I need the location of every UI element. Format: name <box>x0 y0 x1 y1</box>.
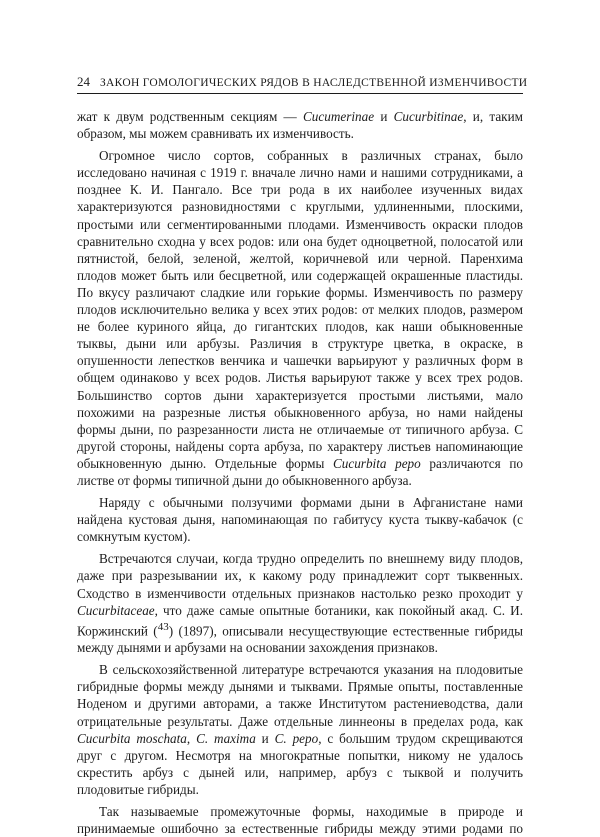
header-rule <box>77 93 523 94</box>
text-run: и <box>255 730 275 746</box>
taxon-name: Cucurbita pepo <box>332 455 421 471</box>
taxon-name: Cucurbitinae <box>393 109 464 124</box>
text-run: В сельскохозяйственной литературе встречаются указания на плодовитые гибридные формы между дынями и тыквами. Прямые опыты, поставленные Ноденом и другими авторами, а также Институтом растениеводства, дали отрицательные результаты. Даже отдельные линнеоны в пределах рода, как <box>77 662 523 729</box>
paragraph-5 <box>77 661 523 798</box>
text-run: и <box>374 109 394 124</box>
text-run: ) (1897), описывали несуществующие естественные гибриды между дынями и арбузами на основании захождения признаков. <box>77 623 523 656</box>
page-number: 24 <box>77 74 90 89</box>
text-run: , и, таким образом, мы можем сравнивать их изменчивость. <box>77 109 523 142</box>
taxon-name: Cucumerinae <box>303 109 375 124</box>
paragraph-6 <box>77 803 523 837</box>
text-run: различаются по листве от формы типичной дыни до обыкновенного арбуза. <box>77 455 524 488</box>
taxon-name: C. maxima <box>196 730 256 746</box>
paragraph-1 <box>77 108 523 142</box>
body-text <box>77 108 523 837</box>
paragraph-4 <box>77 550 523 656</box>
text-run: , что даже самые опытные ботаники, как покойный акад. С. И. Коржинский ( <box>77 602 523 639</box>
text-run: Так называемые промежуточные формы, находимые в природе и принимаемые ошибочно за естественные гибриды между этими родами по <box>77 804 523 837</box>
taxon-name: Cucurbita moschata <box>77 730 187 746</box>
paragraph-3 <box>77 494 523 545</box>
text-run: Наряду с обычными ползучими формами дыни в Афганистане нами найдена кустовая дыня, напоминающая по габитусу куста тыкву-кабачок (с сомкнутым кустом). <box>77 495 523 545</box>
text-run: Огромное число сортов, собранных в различных странах, было исследовано начиная с 1919 г. вначале лично нами и нашими сотрудниками, а позднее К. И. Пангало. Все три рода в их наиболее изученных видах характеризуются разновидностями с круглыми, удлиненными, плоскими, простыми или сегментированными плодами. Изменчивость окраски плодов сравнительно сходна у всех родов: или она будет одноцветной, полосатой или пятнистой, белой, зеленой, желтой, коричневой или черной. Паренхима плодов может быть или бесцветной, или содержащей окрашенные пластиды. По вкусу различают сладкие или горькие формы. Изменчивость по размеру плодов исключительно велика у всех этих родов: от мелких плодов, размером не более куриного яйца, до гигантских плодов, как наши обыкновенные тыквы, дыни или арбузы. Различия в структуре цветка, в окраске, в опушенности лепестков венчика и чашечки варьируют у различных форм в общем одинаково у всех родов. Листья варьируют также у всех трех родов. Большинство сортов дыни характеризуется простыми листьями, мало похожими на разрезные листья обыкновенного арбуза, но нами найдены формы дыни, по разрезанности листа не отличаемые от типичного арбуза. С другой стороны, найдены сорта арбуза, по характеру листьев напоминающие обыкновенную дыню. Отдельные формы <box>77 148 523 471</box>
reference-number: 43 <box>157 620 169 633</box>
text-run: , <box>186 730 197 746</box>
paragraph-2 <box>77 147 523 489</box>
taxon-name: Cucurbitaceae <box>77 602 155 618</box>
text-run: , с большим трудом скрещиваются друг с другом. Несмотря на многократные попытки, никому не удалось скрестить арбуз с дыней или, например, арбуз с тыквой и получить плодовитые гибриды. <box>77 730 523 797</box>
taxon-name: C. pepo <box>274 730 319 746</box>
text-run: Встречаются случаи, когда трудно определить по внешнему виду плодов, даже при разрезывании их, к какому роду принадлежит сорт тыквенных. Сходство в изменчивости отдельных признаков настолько резко проходит у <box>77 551 523 601</box>
text-run: жат к двум родственным секциям — <box>77 109 303 124</box>
running-title: ЗАКОН ГОМОЛОГИЧЕСКИХ РЯДОВ В НАСЛЕДСТВЕННОЙ ИЗМЕНЧИВОСТИ <box>100 77 528 89</box>
running-header <box>77 74 528 90</box>
